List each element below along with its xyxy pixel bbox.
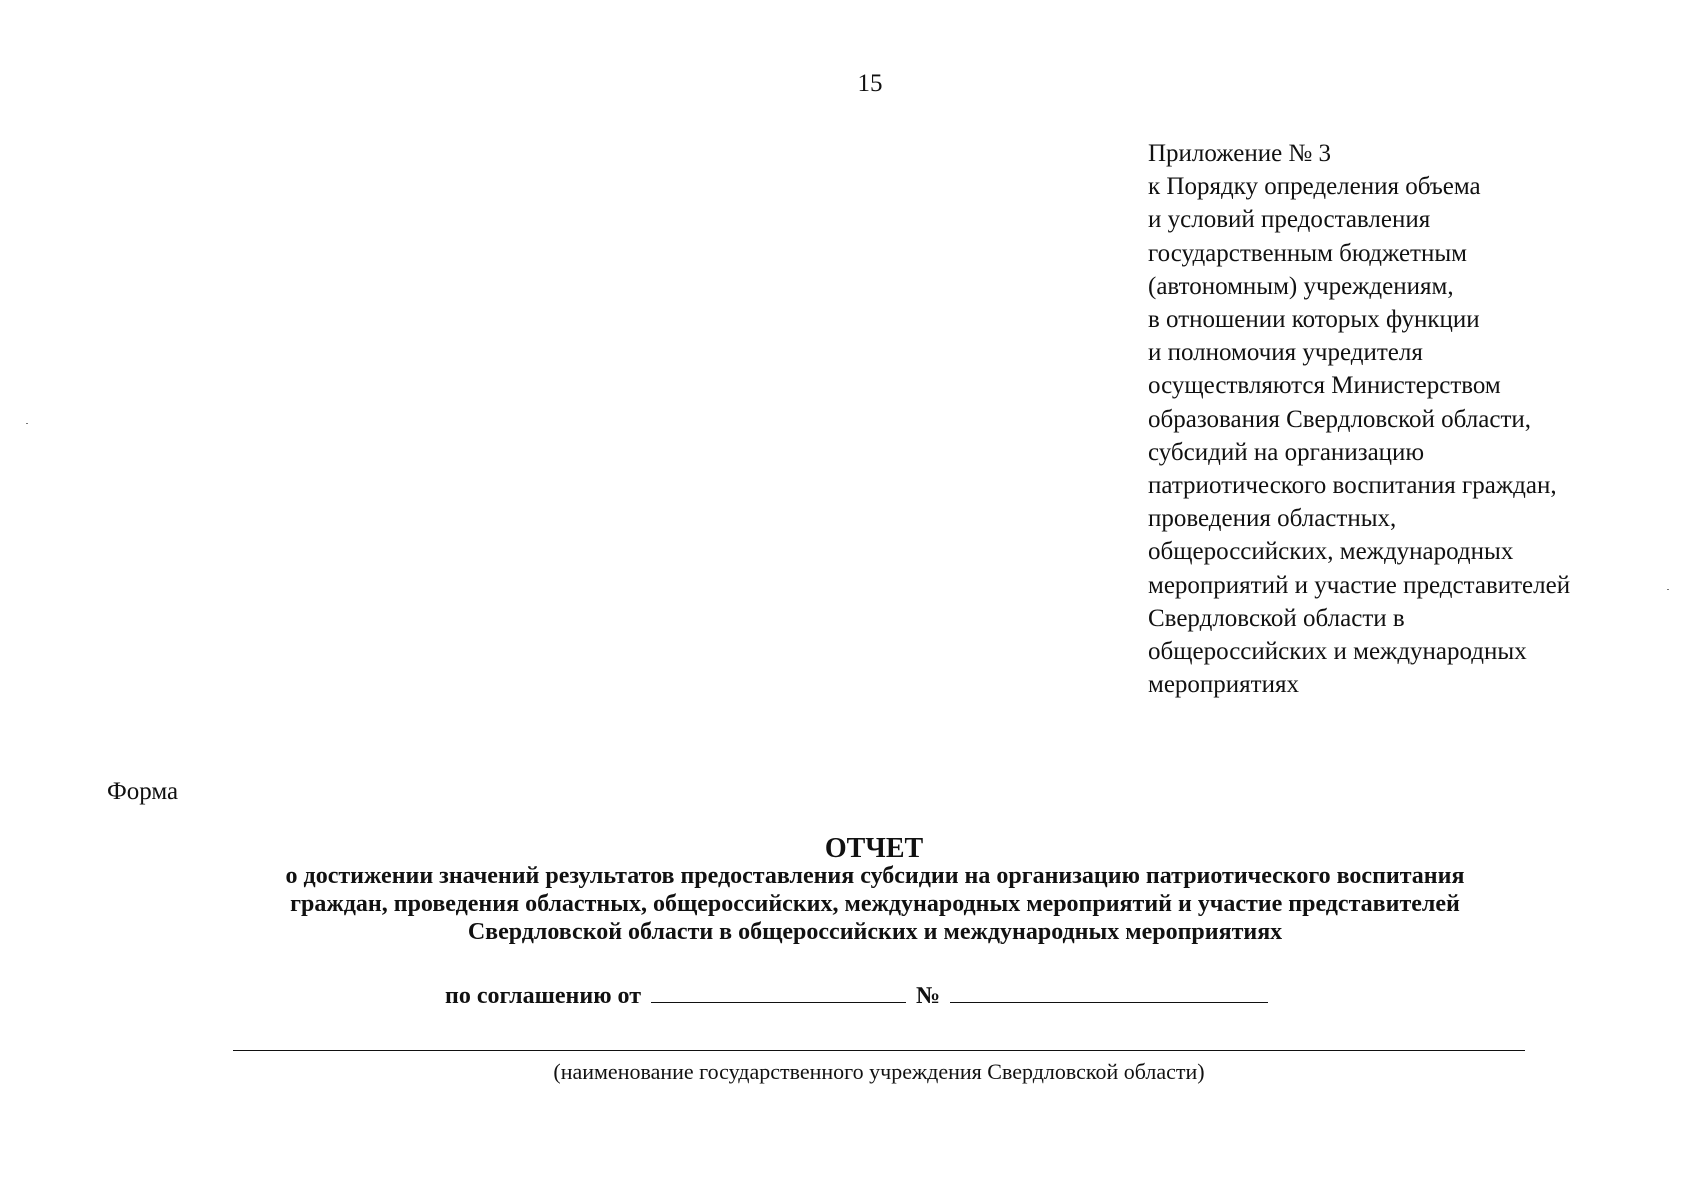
agreement-date-blank[interactable] (651, 978, 906, 1003)
page-number: 15 (857, 70, 883, 97)
agreement-prefix: по соглашению от (445, 983, 642, 1009)
number-sign: № (916, 983, 941, 1009)
appendix-line: Приложение № 3 (1148, 140, 1332, 167)
appendix-line: к Порядку определения объема (1148, 173, 1481, 201)
appendix-line: и полномочия учредителя (1148, 339, 1423, 367)
appendix-line: (автономным) учреждениям, (1148, 272, 1454, 300)
agreement-number-blank[interactable] (950, 978, 1268, 1003)
appendix-line: общероссийских, международных (1148, 538, 1514, 566)
report-subtitle (150, 862, 1600, 946)
appendix-line: осуществляются Министерством (1148, 372, 1501, 400)
scan-speck (1667, 589, 1669, 590)
report-subtitle-line: граждан, проведения областных, общероссийских, международных мероприятий и участие представителей (290, 891, 1460, 917)
appendix-line: мероприятий и участие представителей (1148, 571, 1571, 599)
report-subtitle-line: о достижении значений результатов предоставления субсидии на организацию патриотического воспитания (285, 863, 1465, 889)
appendix-line: государственным бюджетным (1148, 239, 1467, 267)
form-label: Форма (107, 778, 179, 805)
appendix-line: патриотического воспитания граждан, (1148, 472, 1557, 500)
appendix-line: образования Свердловской области, (1148, 405, 1531, 433)
appendix-block (1148, 137, 1668, 701)
report-title: ОТЧЕТ (824, 833, 924, 864)
appendix-line: Свердловской области в (1148, 604, 1405, 632)
report-subtitle-line: Свердловской области в общероссийских и международных мероприятиях (467, 919, 1283, 945)
appendix-line: общероссийских и международных (1148, 638, 1527, 666)
institution-name-blank[interactable] (233, 1050, 1525, 1051)
appendix-line: проведения областных, (1148, 505, 1397, 533)
scan-speck (26, 423, 28, 424)
appendix-line: и условий предоставления (1148, 206, 1431, 234)
agreement-line (445, 978, 1278, 1010)
institution-caption: (наименование государственного учреждения Свердловской области) (553, 1059, 1205, 1084)
appendix-line: в отношении которых функции (1148, 306, 1480, 334)
appendix-line: субсидий на организацию (1148, 438, 1425, 466)
appendix-line: мероприятиях (1148, 671, 1299, 699)
